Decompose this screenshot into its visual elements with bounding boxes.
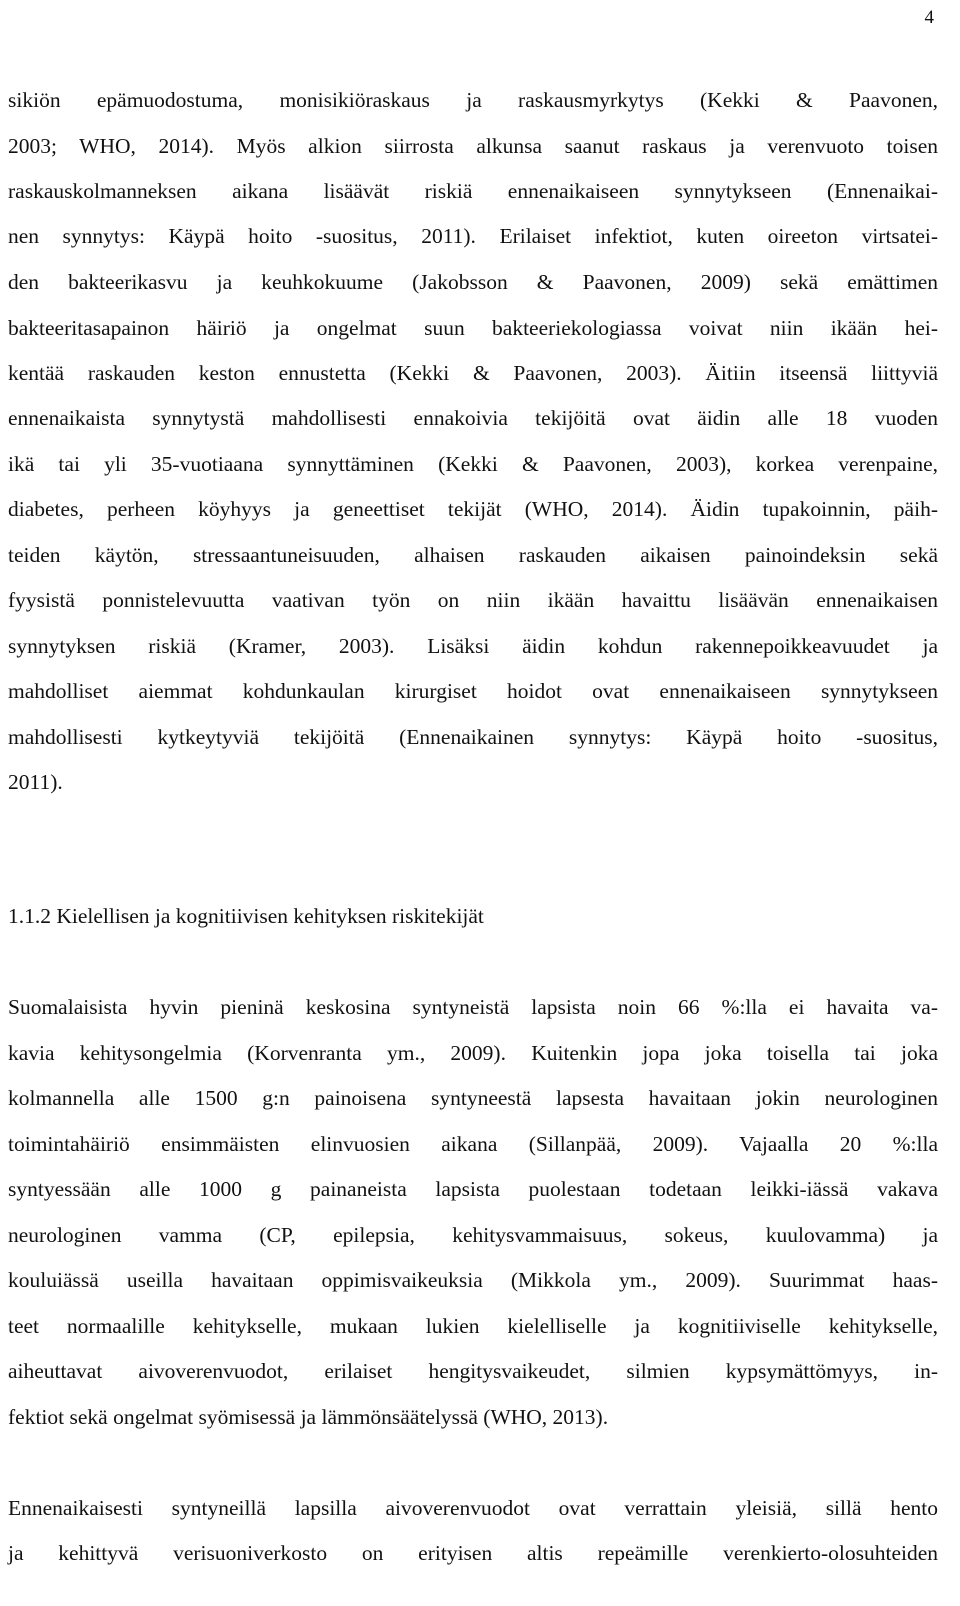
- text-line: fektiot sekä ongelmat syömisessä ja lämmönsäätelyssä (WHO, 2013).: [8, 1405, 609, 1429]
- text-line: raskauskolmanneksen aikana lisäävät riskiä ennenaikaiseen synnytykseen (Ennenaikai-: [8, 179, 938, 203]
- text-line: kentää raskauden keston ennustetta (Kekki & Paavonen, 2003). Äitiin itseensä liittyviä: [8, 361, 938, 385]
- text-line: ikä tai yli 35-vuotiaana synnyttäminen (Kekki & Paavonen, 2003), korkea verenpaine,: [8, 452, 938, 476]
- text-line: fyysistä ponnistelevuutta vaativan työn on niin ikään havaittu lisäävän ennenaikaisen: [8, 588, 938, 612]
- text-line: kolmannella alle 1500 g:n painoisena syntyneestä lapsesta havaitaan jokin neurologinen: [8, 1086, 938, 1110]
- text-line: ennenaikaista synnytystä mahdollisesti ennakoivia tekijöitä ovat äidin alle 18 vuoden: [8, 406, 938, 430]
- section-heading: 1.1.2 Kielellisen ja kognitiivisen kehityksen riskitekijät: [8, 904, 484, 928]
- text-line: Suomalaisista hyvin pieninä keskosina syntyneistä lapsista noin 66 %:lla ei havaita va-: [8, 995, 938, 1019]
- text-line: mahdolliset aiemmat kohdunkaulan kirurgiset hoidot ovat ennenaikaiseen synnytykseen: [8, 679, 938, 703]
- text-line: diabetes, perheen köyhyys ja geneettiset tekijät (WHO, 2014). Äidin tupakoinnin, päih-: [8, 497, 938, 521]
- text-line: 2011).: [8, 770, 63, 794]
- text-line: mahdollisesti kytkeytyviä tekijöitä (Ennenaikainen synnytys: Käypä hoito -suositus,: [8, 725, 938, 749]
- text-line: syntyessään alle 1000 g painaneista lapsista puolestaan todetaan leikki-iässä vakava: [8, 1177, 938, 1201]
- text-line: kouluiässä useilla havaitaan oppimisvaikeuksia (Mikkola ym., 2009). Suurimmat haas-: [8, 1268, 938, 1292]
- text-line: bakteeritasapainon häiriö ja ongelmat suun bakteeriekologiassa voivat niin ikään hei-: [8, 316, 938, 340]
- text-line: neurologinen vamma (CP, epilepsia, kehitysvammaisuus, sokeus, kuulovamma) ja: [8, 1223, 938, 1247]
- text-line: aiheuttavat aivoverenvuodot, erilaiset hengitysvaikeudet, silmien kypsymättömyys, in-: [8, 1359, 938, 1383]
- page-number: 4: [924, 7, 934, 28]
- text-line: synnytyksen riskiä (Kramer, 2003). Lisäksi äidin kohdun rakennepoikkeavuudet ja: [8, 634, 938, 658]
- text-line: kavia kehitysongelmia (Korvenranta ym., 2009). Kuitenkin jopa joka toisella tai joka: [8, 1041, 938, 1065]
- text-line: toimintahäiriö ensimmäisten elinvuosien aikana (Sillanpää, 2009). Vajaalla 20 %:lla: [8, 1132, 938, 1156]
- text-line: Ennenaikaisesti syntyneillä lapsilla aivoverenvuodot ovat verrattain yleisiä, sillä hento: [8, 1496, 938, 1520]
- text-line: nen synnytys: Käypä hoito -suositus, 2011). Erilaiset infektiot, kuten oireeton virtsatei-: [8, 224, 938, 248]
- text-line: teet normaalille kehitykselle, mukaan lukien kielelliselle ja kognitiiviselle kehitykselle,: [8, 1314, 938, 1338]
- text-line: teiden käytön, stressaantuneisuuden, alhaisen raskauden aikaisen painoindeksin sekä: [8, 543, 938, 567]
- text-line: den bakteerikasvu ja keuhkokuume (Jakobsson & Paavonen, 2009) sekä emättimen: [8, 270, 938, 294]
- text-line: ja kehittyvä verisuoniverkosto on erityisen altis repeämille verenkierto-olosuhteiden: [8, 1541, 938, 1565]
- text-line: 2003; WHO, 2014). Myös alkion siirrosta alkunsa saanut raskaus ja verenvuoto toisen: [8, 134, 938, 158]
- text-line: sikiön epämuodostuma, monisikiöraskaus ja raskausmyrkytys (Kekki & Paavonen,: [8, 88, 938, 112]
